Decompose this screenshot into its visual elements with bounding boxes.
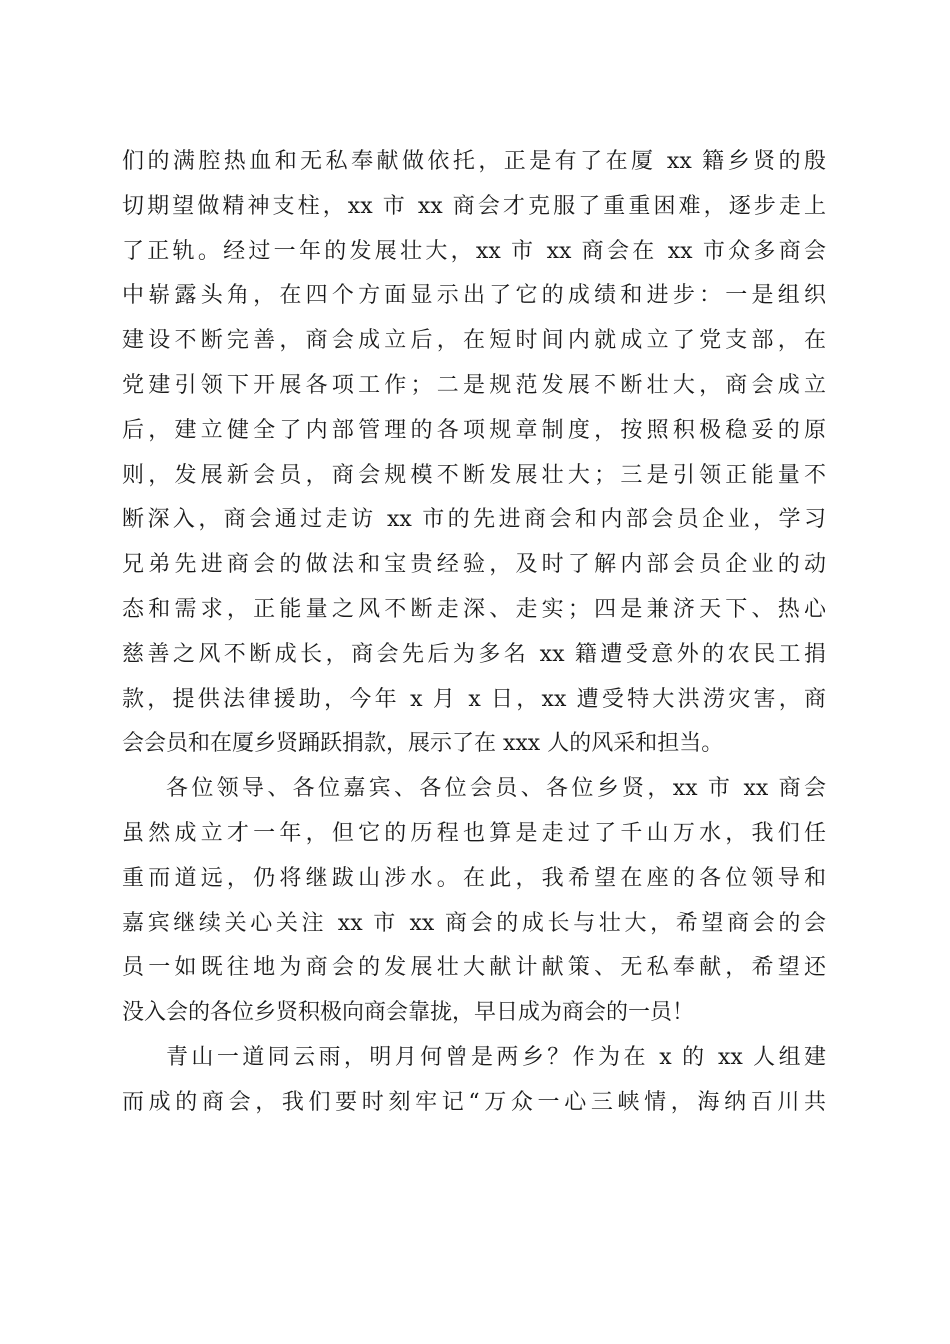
text-line: 中崭露头角，在四个方面显示出了它的成绩和进步：一是组织 <box>122 283 826 309</box>
text-line: 各位领导、各位嘉宾、各位会员、各位乡贤，xx 市 xx 商会 <box>166 776 826 802</box>
paragraph <box>122 140 826 767</box>
text-line: 兄弟先进商会的做法和宝贵经验，及时了解内部会员企业的动 <box>122 552 826 578</box>
text-line: 而成的商会，我们要时刻牢记“万众一心三峡情，海纳百川共 <box>122 1089 826 1115</box>
text-line: 建设不断完善，商会成立后，在短时间内就成立了党支部，在 <box>122 328 826 354</box>
text-line: 慈善之风不断成长，商会先后为多名 xx 籍遭受意外的农民工捐 <box>122 641 826 667</box>
document-body <box>122 140 826 1126</box>
text-line: 员一如既往地为商会的发展壮大献计献策、无私奉献，希望还 <box>122 955 826 981</box>
text-line: 了正轨。经过一年的发展壮大，xx 市 xx 商会在 xx 市众多商会 <box>122 238 826 264</box>
paragraph <box>122 767 826 1036</box>
text-line: 重而道远，仍将继跋山涉水。在此，我希望在座的各位领导和 <box>122 865 826 891</box>
text-line: 嘉宾继续关心关注 xx 市 xx 商会的成长与壮大，希望商会的会 <box>122 910 826 936</box>
text-line: 后，建立健全了内部管理的各项规章制度，按照积极稳妥的原 <box>122 417 826 443</box>
text-line: 党建引领下开展各项工作；二是规范发展不断壮大，商会成立 <box>122 372 826 398</box>
text-line: 切期望做精神支柱，xx 市 xx 商会才克服了重重困难，逐步走上 <box>122 193 826 219</box>
text-line: 没入会的各位乡贤积极向商会靠拢，早日成为商会的一员！ <box>122 1000 695 1026</box>
text-line: 态和需求，正能量之风不断走深、走实；四是兼济天下、热心 <box>122 596 826 622</box>
text-line: 青山一道同云雨，明月何曾是两乡？作为在 x 的 xx 人组建 <box>166 1044 826 1070</box>
text-line: 则，发展新会员，商会规模不断发展壮大；三是引领正能量不 <box>122 462 826 488</box>
paragraph <box>122 1036 826 1126</box>
text-line: 们的满腔热血和无私奉献做依托，正是有了在厦 xx 籍乡贤的殷 <box>122 149 826 174</box>
text-line: 会会员和在厦乡贤踊跃捐款，展示了在 xxx 人的风采和担当。 <box>122 731 724 757</box>
text-line: 款，提供法律援助，今年 x 月 x 日，xx 遭受特大洪涝灾害，商 <box>122 686 826 712</box>
text-line: 断深入，商会通过走访 xx 市的先进商会和内部会员企业，学习 <box>122 507 826 533</box>
text-line: 虽然成立才一年，但它的历程也算是走过了千山万水，我们任 <box>122 820 826 846</box>
